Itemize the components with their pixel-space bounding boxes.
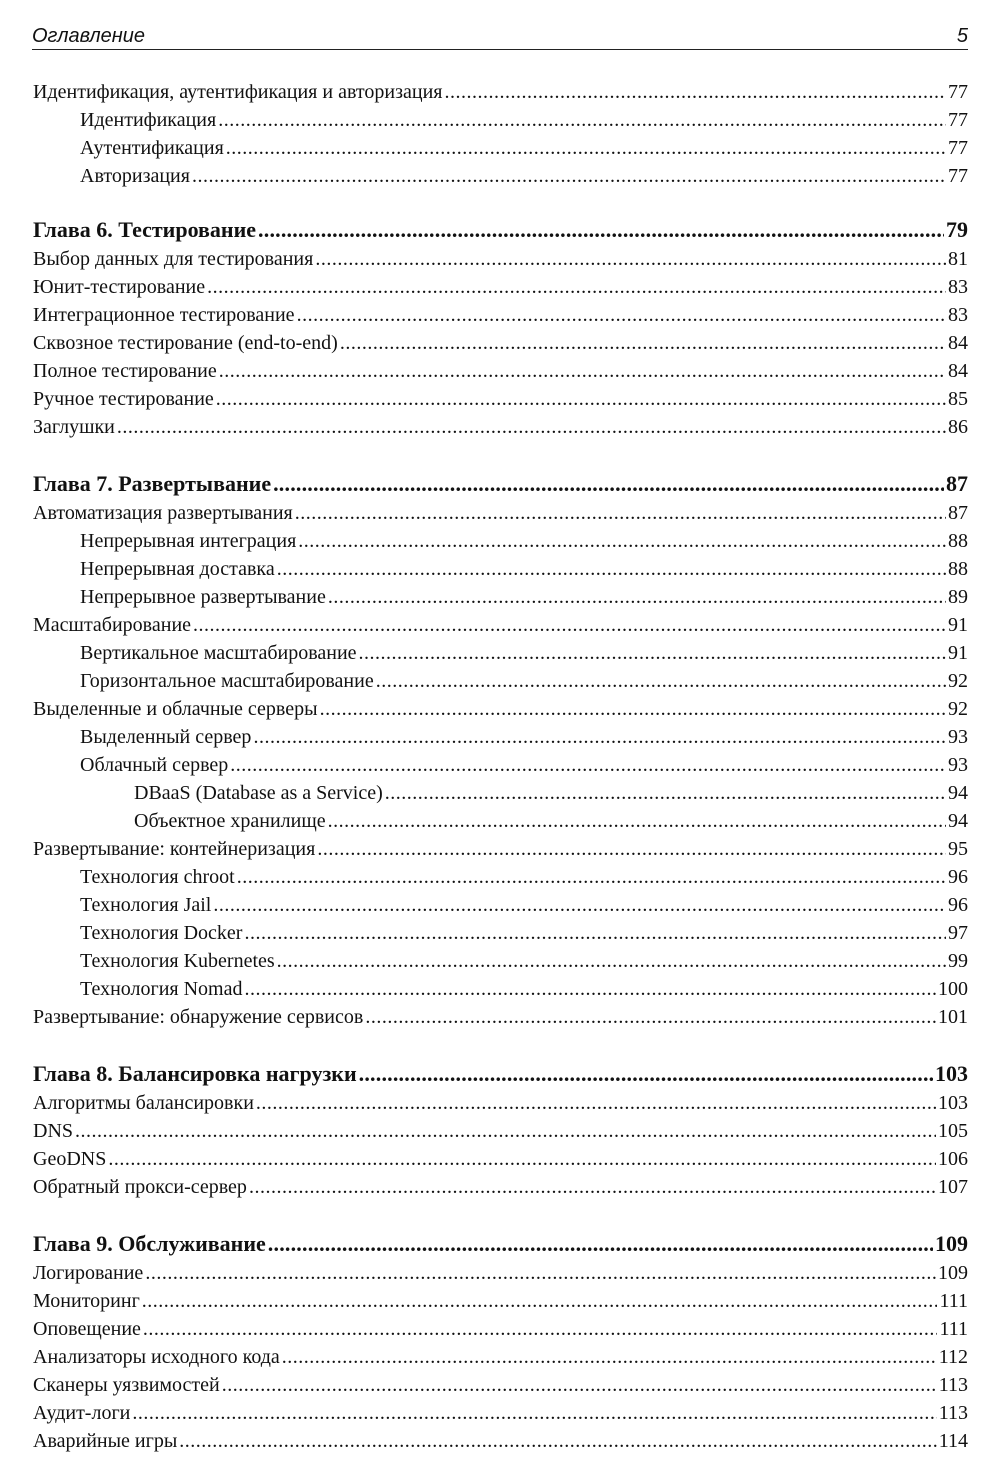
toc-entry-title: Технология Nomad: [80, 978, 243, 1000]
toc-entry-title: Аварийные игры: [33, 1430, 178, 1452]
toc-entry[interactable]: [33, 106, 968, 134]
dot-leader: [340, 329, 946, 357]
dot-leader: [295, 499, 946, 527]
toc-entry-title: Технология Jail: [80, 894, 212, 916]
toc-entry[interactable]: [33, 751, 968, 779]
dot-leader: [273, 469, 944, 499]
dot-leader: [213, 891, 946, 919]
dot-leader: [277, 555, 946, 583]
toc-entry-page: 87: [946, 471, 968, 496]
toc-entry-title: Глава 8. Балансировка нагрузки: [33, 1061, 357, 1086]
toc-entry[interactable]: [33, 919, 968, 947]
dot-leader: [145, 1259, 936, 1287]
toc-entry[interactable]: [33, 499, 968, 527]
toc-entry-page: 100: [938, 978, 968, 1000]
dot-leader: [192, 162, 946, 190]
dot-leader: [320, 695, 946, 723]
toc-entry-title: Выбор данных для тестирования: [33, 248, 314, 270]
toc-entry-page: 112: [938, 1346, 968, 1368]
toc-entry-title: Авторизация: [80, 165, 190, 187]
toc-entry-title: Сквозное тестирование (end-to-end): [33, 332, 338, 354]
toc-chapter-9: [33, 1229, 968, 1455]
dot-leader: [193, 611, 946, 639]
dot-leader: [244, 919, 946, 947]
dot-leader: [253, 723, 946, 751]
toc-entry-page: 113: [938, 1374, 968, 1396]
toc-entry-page: 87: [948, 502, 968, 524]
toc-entry[interactable]: [33, 1287, 968, 1315]
dot-leader: [237, 863, 946, 891]
header-title: Оглавление: [32, 25, 146, 47]
dot-leader: [365, 1003, 936, 1031]
toc-entry-page: 89: [948, 586, 968, 608]
toc-entry-title: Выделенные и облачные серверы: [33, 698, 318, 720]
toc-entry-page: 97: [948, 922, 968, 944]
dot-leader: [179, 1427, 936, 1455]
toc-entry-page: 77: [948, 109, 968, 131]
toc-entry-page: 77: [948, 137, 968, 159]
toc-entry[interactable]: [33, 891, 968, 919]
toc-entry-page: 83: [948, 304, 968, 326]
toc-entry[interactable]: [33, 975, 968, 1003]
dot-leader: [268, 1229, 933, 1259]
toc-entry-title: Технология Kubernetes: [80, 950, 275, 972]
dot-leader: [75, 1117, 936, 1145]
toc-entry-title: Масштабирование: [33, 614, 192, 636]
toc-entry-page: 77: [948, 165, 968, 187]
toc-entry-title: Анализаторы исходного кода: [33, 1346, 280, 1368]
toc-entry-title: Непрерывная интеграция: [80, 530, 297, 552]
toc-chapter-heading[interactable]: [33, 1059, 968, 1089]
toc-entry-page: 109: [935, 1231, 968, 1256]
toc-entry-page: 114: [938, 1430, 968, 1452]
toc-entry-title: Аудит-логи: [33, 1402, 131, 1424]
toc-chapter-8: [33, 1059, 968, 1201]
dot-leader: [207, 273, 946, 301]
toc-entry-title: Технология Docker: [80, 922, 243, 944]
toc-entry-page: 96: [948, 894, 968, 916]
toc-entry-title: Технология chroot: [80, 866, 235, 888]
toc-entry[interactable]: [33, 807, 968, 835]
toc-entry[interactable]: [33, 583, 968, 611]
dot-leader: [359, 1059, 933, 1089]
dot-leader: [219, 357, 946, 385]
toc-entry-page: 84: [948, 332, 968, 354]
toc-entry[interactable]: [33, 329, 968, 357]
toc-entry-title: Заглушки: [33, 416, 115, 438]
toc-entry-page: 113: [938, 1402, 968, 1424]
toc-entry-title: DNS: [33, 1120, 74, 1142]
toc-entry[interactable]: [33, 1145, 968, 1173]
toc-entry[interactable]: [33, 947, 968, 975]
dot-leader: [317, 835, 946, 863]
dot-leader: [328, 583, 946, 611]
dot-leader: [328, 807, 946, 835]
toc-entry-title: Аутентификация: [80, 137, 224, 159]
running-header: [32, 22, 968, 50]
toc-entry-title: Мониторинг: [33, 1290, 140, 1312]
toc-entry-title: Развертывание: контейнеризация: [33, 838, 316, 860]
toc-entry-title: DBaaS (Database as a Service): [134, 782, 383, 804]
toc-entry-page: 105: [938, 1120, 968, 1142]
toc-entry-title: Автоматизация развертывания: [33, 502, 293, 524]
toc-entry[interactable]: [33, 611, 968, 639]
toc-entry-page: 92: [948, 698, 968, 720]
toc-entry-title: Интеграционное тестирование: [33, 304, 295, 326]
toc-entry[interactable]: [33, 639, 968, 667]
toc-entry-page: 84: [948, 360, 968, 382]
dot-leader: [244, 975, 936, 1003]
toc-entry-page: 106: [938, 1148, 968, 1170]
toc-entry-page: 92: [948, 670, 968, 692]
toc-entry[interactable]: [33, 385, 968, 413]
toc-entry-title: Непрерывная доставка: [80, 558, 275, 580]
toc-entry-page: 111: [939, 1290, 968, 1312]
toc-entry[interactable]: [33, 357, 968, 385]
dot-leader: [218, 106, 946, 134]
toc-entry-page: 83: [948, 276, 968, 298]
toc-entry-page: 88: [948, 558, 968, 580]
toc-entry[interactable]: [33, 1427, 968, 1455]
toc-entry[interactable]: [33, 134, 968, 162]
toc-entry-page: 94: [948, 810, 968, 832]
toc-entry[interactable]: [33, 1315, 968, 1343]
toc-entry-page: 96: [948, 866, 968, 888]
toc-entry-title: Идентификация: [80, 109, 217, 131]
dot-leader: [297, 301, 946, 329]
dot-leader: [108, 1145, 936, 1173]
dot-leader: [226, 134, 946, 162]
toc-entry[interactable]: [33, 413, 968, 441]
dot-leader: [258, 215, 944, 245]
toc-entry-page: 95: [948, 838, 968, 860]
toc-entry-page: 86: [948, 416, 968, 438]
dot-leader: [117, 413, 946, 441]
toc-entry-title: Логирование: [33, 1262, 144, 1284]
toc-entry-page: 79: [946, 217, 968, 242]
toc-entry-title: Алгоритмы балансировки: [33, 1092, 254, 1114]
toc-entry-page: 77: [948, 81, 968, 103]
dot-leader: [282, 1343, 937, 1371]
toc-entry[interactable]: [33, 723, 968, 751]
table-of-contents: [33, 78, 968, 1455]
toc-entry-title: Глава 9. Обслуживание: [33, 1231, 266, 1256]
dot-leader: [142, 1287, 938, 1315]
toc-chapter-heading[interactable]: [33, 469, 968, 499]
toc-entry-title: Полное тестирование: [33, 360, 217, 382]
toc-entry-page: 111: [939, 1318, 968, 1340]
dot-leader: [359, 639, 946, 667]
toc-entry-title: Непрерывное развертывание: [80, 586, 326, 608]
toc-entry-page: 94: [948, 782, 968, 804]
toc-entry-page: 91: [948, 642, 968, 664]
header-page-number: 5: [956, 25, 968, 47]
dot-leader: [230, 751, 946, 779]
toc-entry-page: 103: [935, 1061, 968, 1086]
toc-entry-title: GeoDNS: [33, 1148, 107, 1170]
toc-entry[interactable]: [33, 78, 968, 106]
toc-entry-title: Развертывание: обнаружение сервисов: [33, 1006, 364, 1028]
toc-entry-title: Сканеры уязвимостей: [33, 1374, 220, 1396]
toc-chapter-7: [33, 469, 968, 1031]
toc-entry-page: 88: [948, 530, 968, 552]
toc-entry-page: 91: [948, 614, 968, 636]
dot-leader: [376, 667, 946, 695]
toc-entry[interactable]: [33, 273, 968, 301]
toc-chapter-heading[interactable]: [33, 1229, 968, 1259]
toc-entry[interactable]: [33, 835, 968, 863]
dot-leader: [222, 1371, 937, 1399]
toc-entry[interactable]: [33, 301, 968, 329]
toc-entry-title: Объектное хранилище: [134, 810, 326, 832]
dot-leader: [249, 1173, 936, 1201]
toc-entry[interactable]: [33, 527, 968, 555]
toc-entry-title: Выделенный сервер: [80, 726, 252, 748]
toc-entry-page: 85: [948, 388, 968, 410]
dot-leader: [385, 779, 946, 807]
toc-entry[interactable]: [33, 1173, 968, 1201]
dot-leader: [216, 385, 946, 413]
toc-entry-title: Облачный сервер: [80, 754, 229, 776]
toc-entry[interactable]: [33, 555, 968, 583]
dot-leader: [298, 527, 946, 555]
dot-leader: [277, 947, 946, 975]
toc-entry[interactable]: [33, 1259, 968, 1287]
toc-entry[interactable]: [33, 667, 968, 695]
toc-entry[interactable]: [33, 1343, 968, 1371]
toc-entry-page: 109: [938, 1262, 968, 1284]
toc-entry-page: 93: [948, 754, 968, 776]
toc-entry-title: Обратный прокси-сервер: [33, 1176, 247, 1198]
toc-entry-page: 101: [938, 1006, 968, 1028]
toc-entry[interactable]: [33, 1371, 968, 1399]
toc-entry-title: Оповещение: [33, 1318, 141, 1340]
toc-entry-title: Горизонтальное масштабирование: [80, 670, 374, 692]
toc-entry-title: Вертикальное масштабирование: [80, 642, 357, 664]
toc-entry-page: 81: [948, 248, 968, 270]
toc-entry-page: 107: [938, 1176, 968, 1198]
toc-entry[interactable]: [33, 1399, 968, 1427]
toc-entry[interactable]: [33, 1089, 968, 1117]
toc-entry[interactable]: [33, 695, 968, 723]
toc-chapter-6: [33, 215, 968, 441]
toc-entry-page: 103: [938, 1092, 968, 1114]
toc-entry[interactable]: [33, 779, 968, 807]
dot-leader: [315, 245, 946, 273]
toc-section-top: [33, 78, 968, 190]
dot-leader: [143, 1315, 938, 1343]
toc-entry-title: Глава 7. Развертывание: [33, 471, 272, 496]
toc-entry[interactable]: [33, 1003, 968, 1031]
toc-entry-title: Ручное тестирование: [33, 388, 214, 410]
dot-leader: [132, 1399, 936, 1427]
toc-entry[interactable]: [33, 1117, 968, 1145]
toc-entry-page: 99: [948, 950, 968, 972]
dot-leader: [256, 1089, 936, 1117]
toc-entry-title: Идентификация, аутентификация и авторизация: [33, 81, 443, 103]
toc-entry-title: Юнит-тестирование: [33, 276, 206, 298]
toc-chapter-heading[interactable]: [33, 215, 968, 245]
toc-entry[interactable]: [33, 863, 968, 891]
toc-entry[interactable]: [33, 162, 968, 190]
toc-entry[interactable]: [33, 245, 968, 273]
toc-entry-page: 93: [948, 726, 968, 748]
toc-entry-title: Глава 6. Тестирование: [33, 217, 257, 242]
dot-leader: [444, 78, 946, 106]
